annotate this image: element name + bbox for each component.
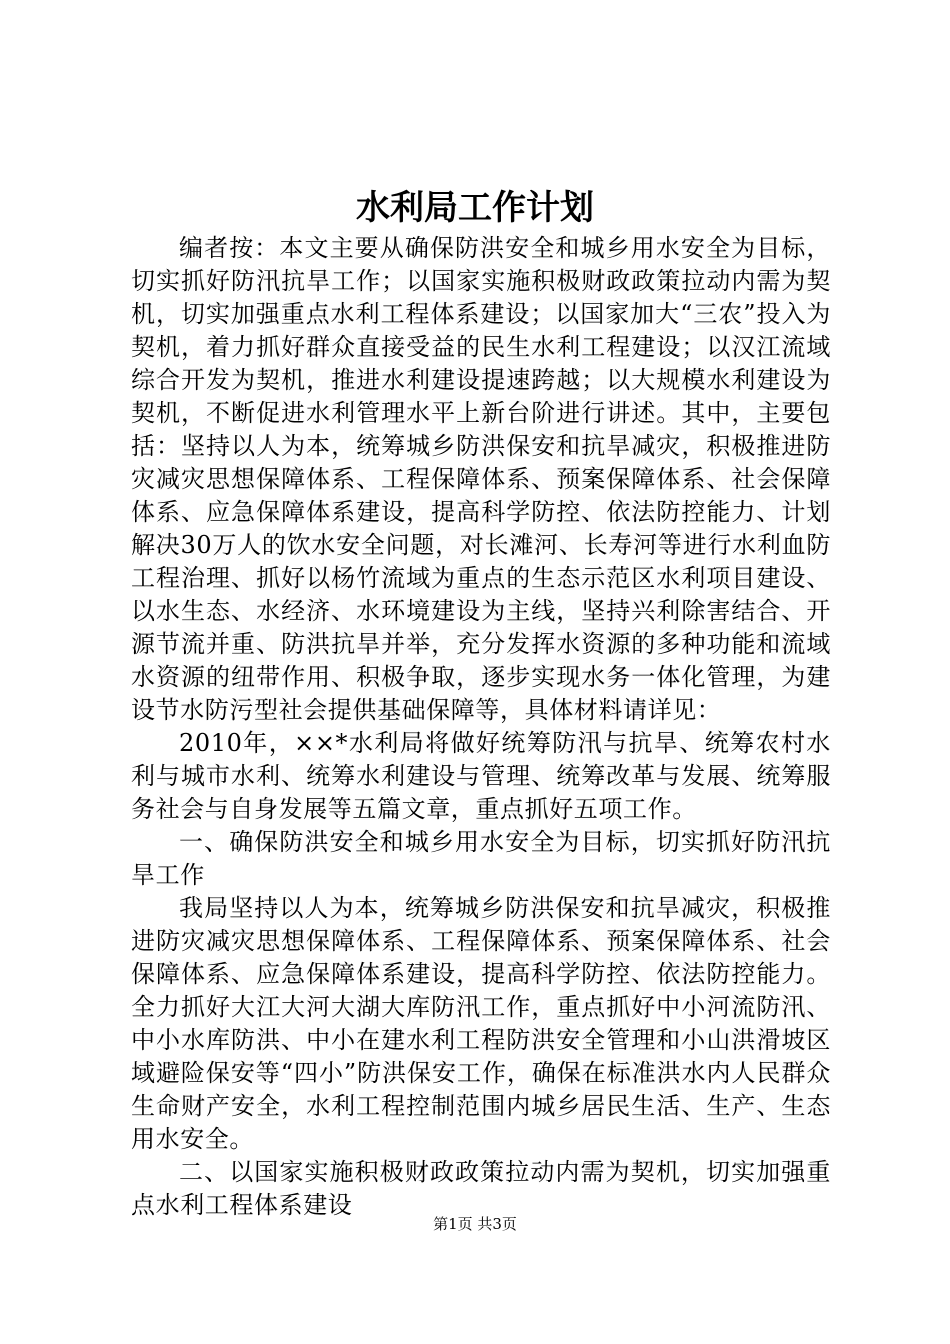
section-heading-1: 一、确保防洪安全和城乡用水安全为目标，切实抓好防汛抗旱工作 [131,828,831,889]
editor-note-paragraph: 编者按：本文主要从确保防洪安全和城乡用水安全为目标，切实抓好防汛抗旱工作；以国家实施积极财政政策拉动内需为契机，切实加强重点水利工程体系建设；以国家加大“三农”投入为契机，着力抓好群众直接受益的民生水利工程建设；以汉江流域综合开发为契机，推进水利建设提速跨越；以大规模水利建设为契机，不断促进水利管理水平上新台阶进行讲述。其中，主要包括：坚持以人为本，统筹城乡防洪保安和抗旱减灾，积极推进防灾减灾思想保障体系、工程保障体系、预案保障体系、社会保障体系、应急保障体系建设，提高科学防控、依法防控能力、计划解决30万人的饮水安全问题，对长滩河、长寿河等进行水利血防工程治理、抓好以杨竹流域为重点的生态示范区水利项目建设、以水生态、水经济、水环境建设为主线，坚持兴利除害结合、开源节流并重、防洪抗旱并举，充分发挥水资源的多种功能和流域水资源的纽带作用、积极争取，逐步实现水务一体化管理，为建设节水防污型社会提供基础保障等，具体材料请详见： [131,234,831,724]
section-1-paragraph: 我局坚持以人为本，统筹城乡防洪保安和抗旱减灾，积极推进防灾减灾思想保障体系、工程保障体系、预案保障体系、社会保障体系、应急保障体系建设，提高科学防控、依法防控能力。全力抓好大江大河大湖大库防汛工作，重点抓好中小河流防汛、中小水库防洪、中小在建水利工程防洪安全管理和小山洪滑坡区域避险保安等“四小”防洪保安工作，确保在标准洪水内人民群众生命财产安全，水利工程控制范围内城乡居民生活、生产、生态用水安全。 [131,894,831,1153]
document-title: 水利局工作计划 [356,188,594,228]
page-footer: 第1页 共3页 [433,1215,517,1233]
intro-paragraph: 2010年，××*水利局将做好统筹防汛与抗旱、统筹农村水利与城市水利、统筹水利建设与管理、统筹改革与发展、统筹服务社会与自身发展等五篇文章，重点抓好五项工作。 [131,729,831,823]
document-body [131,232,831,1222]
section-heading-2: 二、以国家实施积极财政政策拉动内需为契机，切实加强重点水利工程体系建设 [131,1158,831,1219]
